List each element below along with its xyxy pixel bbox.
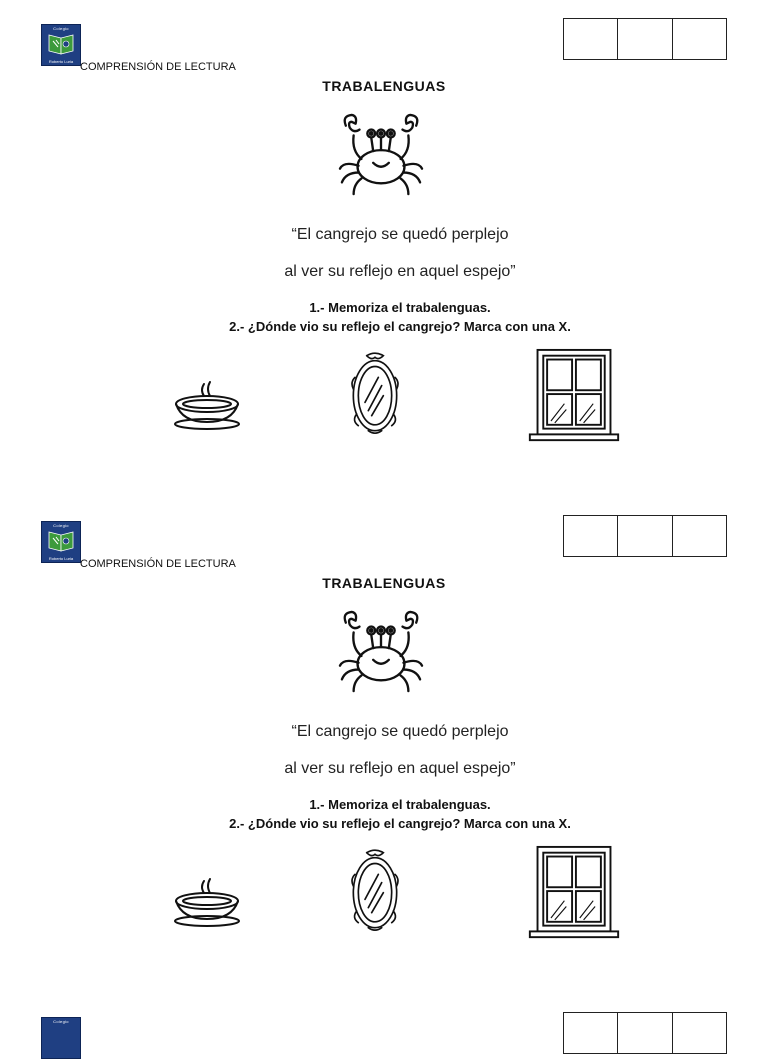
mirror-icon[interactable]: [350, 346, 400, 442]
soup-bowl-icon[interactable]: [172, 376, 242, 434]
grade-box-2[interactable]: [618, 19, 672, 59]
logo-top-text: Colegio: [53, 1019, 69, 1024]
school-logo-partial: [41, 1017, 81, 1059]
mirror-icon[interactable]: [350, 843, 400, 939]
worksheet-title: TRABALENGUAS: [322, 78, 446, 94]
instruction-1: 1.- Memoriza el trabalenguas.: [309, 300, 491, 315]
grade-box-1[interactable]: [564, 19, 618, 59]
grade-boxes-partial[interactable]: [563, 1012, 727, 1054]
verse-line-1: “El cangrejo se quedó perplejo: [291, 226, 509, 243]
window-icon[interactable]: [524, 348, 624, 444]
header-label: COMPRENSIÓN DE LECTURA: [80, 558, 236, 570]
verse-line-2: al ver su reflejo en aquel espejo”: [284, 263, 516, 280]
instruction-2: 2.- ¿Dónde vio su reflejo el cangrejo? Marca con una X.: [229, 816, 571, 831]
grade-box-3[interactable]: [673, 19, 726, 59]
grade-box-2[interactable]: [618, 1013, 672, 1053]
logo-top-text: Colegio: [53, 26, 69, 31]
logo-bottom-text: Roberto Luria: [48, 556, 74, 561]
verse-line-1: “El cangrejo se quedó perplejo: [291, 723, 509, 740]
window-icon[interactable]: [524, 845, 624, 941]
grade-boxes[interactable]: [563, 18, 727, 60]
grade-box-3[interactable]: [673, 516, 726, 556]
grade-box-1[interactable]: [564, 1013, 618, 1053]
soup-bowl-icon[interactable]: [172, 873, 242, 931]
grade-box-1[interactable]: [564, 516, 618, 556]
grade-box-2[interactable]: [618, 516, 672, 556]
crab-icon: [332, 609, 430, 695]
school-logo: [41, 24, 81, 66]
grade-boxes[interactable]: [563, 515, 727, 557]
verse-line-2: al ver su reflejo en aquel espejo”: [284, 760, 516, 777]
worksheet-1: [0, 0, 768, 500]
worksheet-title: TRABALENGUAS: [322, 575, 446, 591]
grade-box-3[interactable]: [673, 1013, 726, 1053]
instruction-1: 1.- Memoriza el trabalenguas.: [309, 797, 491, 812]
logo-bottom-text: Roberto Luria: [48, 59, 74, 64]
school-crest-icon: [47, 529, 75, 553]
logo-top-text: Colegio: [53, 523, 69, 528]
school-crest-icon: [47, 32, 75, 56]
instruction-2: 2.- ¿Dónde vio su reflejo el cangrejo? Marca con una X.: [229, 319, 571, 334]
worksheet-2: [0, 497, 768, 997]
crab-icon: [332, 112, 430, 198]
school-logo: [41, 521, 81, 563]
header-label: COMPRENSIÓN DE LECTURA: [80, 61, 236, 73]
